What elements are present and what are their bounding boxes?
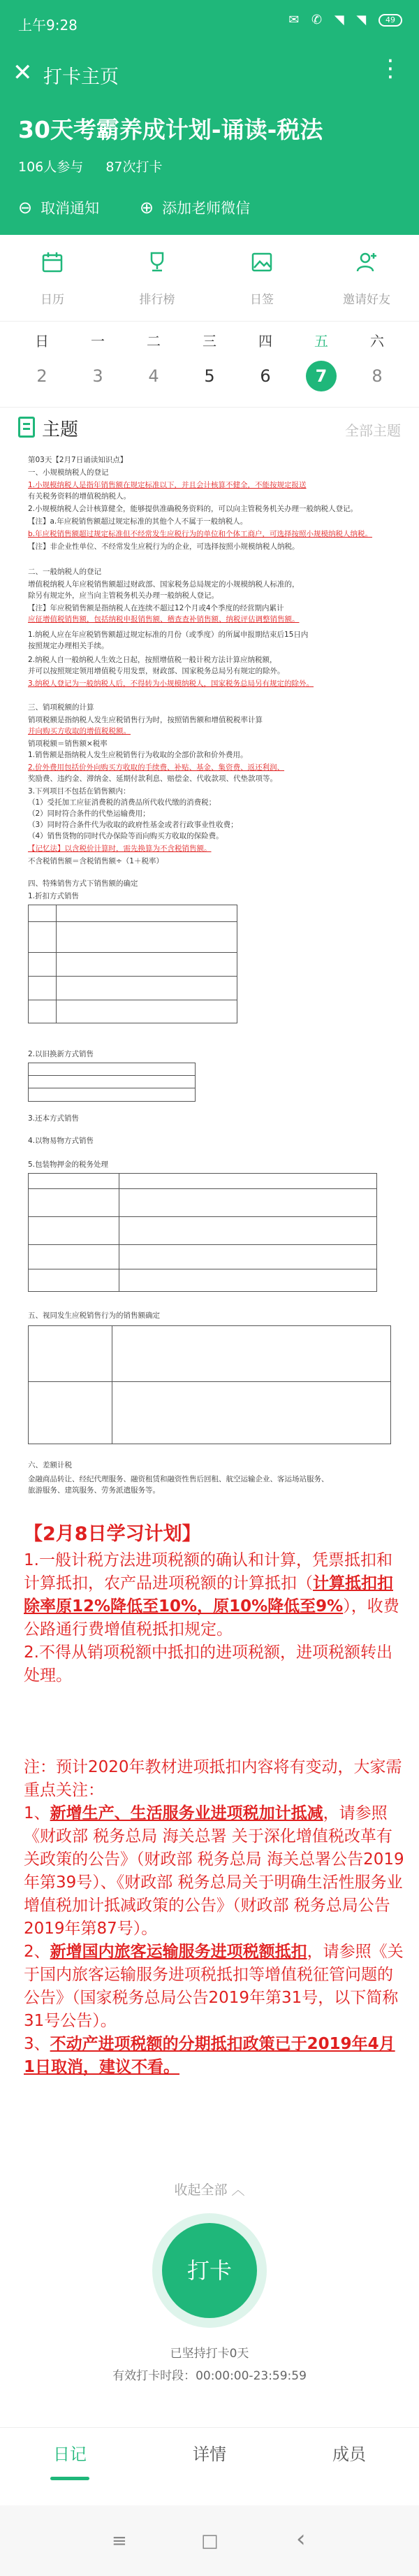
doc-line: 应征增值税销售额，包括纳税申报销售额、稽查查补销售额、纳税评估调整销售额。 [28,615,300,624]
day-sun[interactable] [14,329,70,391]
doc-line: 四、特殊销售方式下销售额的确定 [28,879,138,888]
date-number: 8 [372,366,383,386]
back-icon[interactable]: ‹ [296,2525,306,2553]
study-notes-image [28,454,399,1510]
day-mon[interactable] [70,329,126,391]
collapse-all-link[interactable]: 收起全部 ︿ [174,2182,245,2198]
doc-line: 1.折扣方式销售 [28,892,80,900]
page-title: 打卡主页 [43,66,119,88]
doc-line: 【记忆法】以含税价计算时，需先换算为不含税销售额。 [28,844,212,853]
status-bar [0,0,419,45]
doc-line: 1.纳税人应在年应税销售额超过规定标准的月份（或季度）的所属申报期结束后15日内 [28,631,309,639]
week-calendar [0,329,419,405]
plan-content [24,1549,405,1688]
add-teacher-button[interactable] [140,197,250,218]
divider [0,407,419,408]
tab-diary[interactable]: 日记 [0,2428,140,2506]
note1-bold: 新增生产、生活服务业进项税加计抵减 [50,1804,323,1822]
notes-block [24,1756,405,2079]
day-thu[interactable] [237,329,293,391]
doc-line: 增值税纳税人年应税销售额超过财政部、国家税务总局规定的小规模纳税人标准的， [28,580,300,589]
date-number: 7 [306,361,337,391]
bell-icon: ⊖ [18,198,33,217]
calendar-icon [41,250,64,274]
trade-in-table [28,1063,196,1102]
checkins-count: 87次打卡 [105,159,163,175]
doc-line: 销项税额是指纳税人发生应税销售行为时，按照销售额和增值税税率计算 [28,716,263,724]
doc-line: 销项税额＝销售额×税率 [28,740,108,748]
more-icon[interactable]: ⋮ [378,55,404,82]
tab-members[interactable]: 成员 [332,2445,366,2464]
plan-line2: 2.不得从销项税额中抵扣的进项税额，进项税额转出处理。 [24,1643,392,1685]
weekday-label: 二 [147,333,161,350]
participants-count: 106人参与 [18,159,84,175]
checkin-button[interactable]: 打卡 [162,2223,257,2318]
table-line [28,1216,377,1217]
table-line [28,1381,391,1382]
doc-line: 2.以旧换新方式销售 [28,1050,94,1058]
checkin-period: 有效打卡时段：00:00:00-23:59:59 [112,2369,307,2383]
doc-line: 4.以物易物方式销售 [28,1137,94,1145]
date-number: 3 [92,366,103,386]
close-icon[interactable]: ✕ [13,59,33,87]
doc-line: 旅游服务、建筑服务、劳务派遣服务等。 [28,1486,160,1495]
status-icons [288,13,402,27]
bottom-tab-bar [0,2427,419,2505]
doc-line: （3）同时符合条件代为收取的政府性基金或者行政事业性收费； [28,821,238,829]
home-icon[interactable]: □ [201,2531,219,2552]
table-line [56,905,57,1023]
day-tue[interactable] [126,329,182,391]
doc-line: 除另有规定外，应当向主管税务机关办理一般纳税人登记。 [28,591,219,600]
notification-icons: ✉ ✆ ◥ ◥ [288,13,371,27]
doc-line: 5.包装物押金的税务处理 [28,1160,109,1169]
discount-table [28,905,237,1023]
note2-bold: 新增国内旅客运输服务进项税额抵扣 [50,1943,307,1961]
status-time: 上午9:28 [18,17,78,34]
table-line [28,976,237,977]
all-topics-link[interactable]: 全部主题 [345,422,401,439]
date-number: 4 [148,366,159,386]
doc-line: 2.纳税人自一般纳税人生效之日起，按照增值税一般计税方法计算应纳税额， [28,656,277,664]
deposit-table [28,1173,377,1292]
cancel-notify-label: 取消通知 [41,200,100,217]
feature-tabs [0,235,419,322]
add-teacher-label: 添加老师微信 [162,200,251,217]
doc-line: 二、一般纳税人的登记 [28,568,101,576]
trophy-icon [145,250,169,274]
plan-title: 30天考霸养成计划-诵读-税法 [18,116,323,143]
table-line [28,1075,196,1076]
weekday-label: 六 [370,333,384,350]
plan-line1: 1.一般计税方法进项税额的确认和计算，凭票抵扣和计算抵扣，农产品进项税额的计算抵扣（ [24,1551,392,1592]
tab-invite[interactable] [314,235,419,322]
note2-head: 2、 [24,1943,50,1961]
deemed-sales-table [28,1325,391,1444]
plan-stats [18,157,181,175]
day-fri-selected[interactable] [293,329,349,391]
menu-icon[interactable]: ≡ [112,2531,127,2552]
doc-line: 【注】年应税销售额是指纳税人在连续不超过12个月或4个季度的经营期内累计 [28,604,284,612]
tab-calendar-label: 日历 [41,293,64,307]
weekday-label: 三 [203,333,216,350]
tab-ranking[interactable] [105,235,210,322]
note3-bold: 不动产进项税额的分期抵扣政策已于2019年4月1日取消，建议不看。 [24,2035,395,2076]
tab-daily-sign[interactable] [210,235,314,322]
plan-line1-highlight: 计算抵扣扣除率原12%降低至10%，原10%降低至9% [24,1574,393,1616]
system-nav-bar [0,2505,419,2576]
day-wed[interactable] [182,329,237,391]
cancel-notify-button[interactable] [18,197,99,218]
doc-line: 三、销项税额的计算 [28,703,94,712]
table-line [28,1244,377,1245]
date-number: 2 [36,366,47,386]
note3-head: 3、 [24,2035,50,2053]
doc-line: 金融商品转让、经纪代理服务、融资租赁和融资性售后回租、航空运输企业、客运场站服务、 [28,1475,329,1483]
doc-line: （1）受托加工应征消费税的消费品所代收代缴的消费税； [28,798,216,807]
nav-bar [0,45,419,102]
wechat-icon: ⊕ [140,198,154,217]
doc-line: 第03天【2月7日诵读知识点】 [28,456,128,464]
topic-title: 主题 [42,419,79,440]
doc-line: 2.价外费用包括价外向购买方收取的手续费、补贴、基金、集资费、返还利润、 [28,763,285,772]
doc-line: 奖励费、违约金、滞纳金、延期付款利息、赔偿金、代收款项、代垫款项等。 [28,775,277,783]
image-icon [250,250,274,274]
doc-line: 1.销售额是指纳税人发生应税销售行为收取的全部价款和价外费用。 [28,751,248,759]
doc-line: 不含税销售额＝含税销售额÷（1＋税率） [28,857,163,865]
doc-line: 按照规定办理相关手续。 [28,642,109,650]
doc-line: 六、差额计税 [28,1461,72,1469]
table-line [28,1188,377,1189]
tab-ranking-label: 排行榜 [139,293,175,307]
topic-header [0,411,419,446]
doc-line: 有关税务资料的增值税纳税人。 [28,492,131,501]
doc-line: 2.小规模纳税人会计核算健全，能够提供准确税务资料的，可以向主管税务机关办理一般纳税人登记。 [28,505,358,513]
battery-icon: 49 [378,14,402,27]
doc-line: （2）同时符合条件的代垫运输费用； [28,810,150,818]
date-number: 5 [204,366,215,386]
note2-rest: ，请参照《关于国内旅客运输服务进项税抵扣等增值税征管问题的公告》（国家税务总局公告2019年第31号，以下简称31号公告）。 [24,1943,404,2030]
person-plus-icon [355,250,378,274]
table-line [28,952,237,953]
doc-line: 一、小规模纳税人的登记 [28,468,109,477]
tab-calendar[interactable] [0,235,105,322]
doc-line: 1.小规模纳税人是指年销售额在规定标准以下，并且会计核算不健全，不能按规定报送 [28,481,307,489]
doc-line: （4）销售货物的同时代办保险等而向购买方收取的保险费。 [28,832,223,840]
document-icon [18,417,35,438]
weekday-label: 一 [91,333,105,350]
doc-line: b.年应税销售额超过规定标准但不经常发生应税行为的单位和个体工商户，可选择按照小规模纳税人纳税。 [28,530,373,538]
plan-line1-end: ），收费公路通行费增值税抵扣规定。 [24,1597,399,1639]
table-line [28,921,237,922]
tab-daily-sign-label: 日签 [250,293,274,307]
doc-line: 并可以按照规定领用增值税专用发票，财政部、国家税务总局另有规定的除外。 [28,667,285,675]
weekday-label: 四 [258,333,272,350]
checkin-streak: 已坚持打卡0天 [170,2347,249,2361]
note1-head: 1、 [24,1804,50,1822]
doc-line: 并向购买方收取的增值税税额。 [28,727,131,735]
hero-banner [0,102,419,235]
day-sat[interactable] [349,329,405,391]
plan-heading: 【2月8日学习计划】 [24,1523,201,1545]
weekday-label: 五 [314,333,328,350]
date-number: 6 [260,366,271,386]
note-intro: 注：预计2020年教材进项抵扣内容将有变动，大家需重点关注： [24,1758,402,1799]
doc-line: 3.下列项目不包括在销售额内： [28,787,131,796]
doc-line: 【注】非企业性单位、不经常发生应税行为的企业，可选择按照小规模纳税人纳税。 [28,542,300,551]
tab-details[interactable]: 详情 [193,2445,226,2464]
doc-line: 3.还本方式销售 [28,1114,80,1123]
doc-line: 3.纳税人登记为一般纳税人后，不得转为小规模纳税人，国家税务总局另有规定的除外。 [28,679,314,688]
doc-line: 【注】a.年应税销售额超过规定标准的其他个人不属于一般纳税人。 [28,517,248,526]
weekday-label: 日 [35,333,49,350]
note1-rest: ，请参照《财政部 税务总局 海关总署 关于深化增值税改革有关政策的公告》（财政部 税务总局 海关总署公告2019年第39号）、《财政部 税务总局关于明确生活性服务业增值税加计抵减政策的公告》（财政部 税务总局公告2019年第87号）。 [24,1804,404,1938]
doc-line: 五、视同发生应税销售行为的销售额确定 [28,1311,160,1320]
tab-invite-label: 邀请好友 [343,293,390,307]
